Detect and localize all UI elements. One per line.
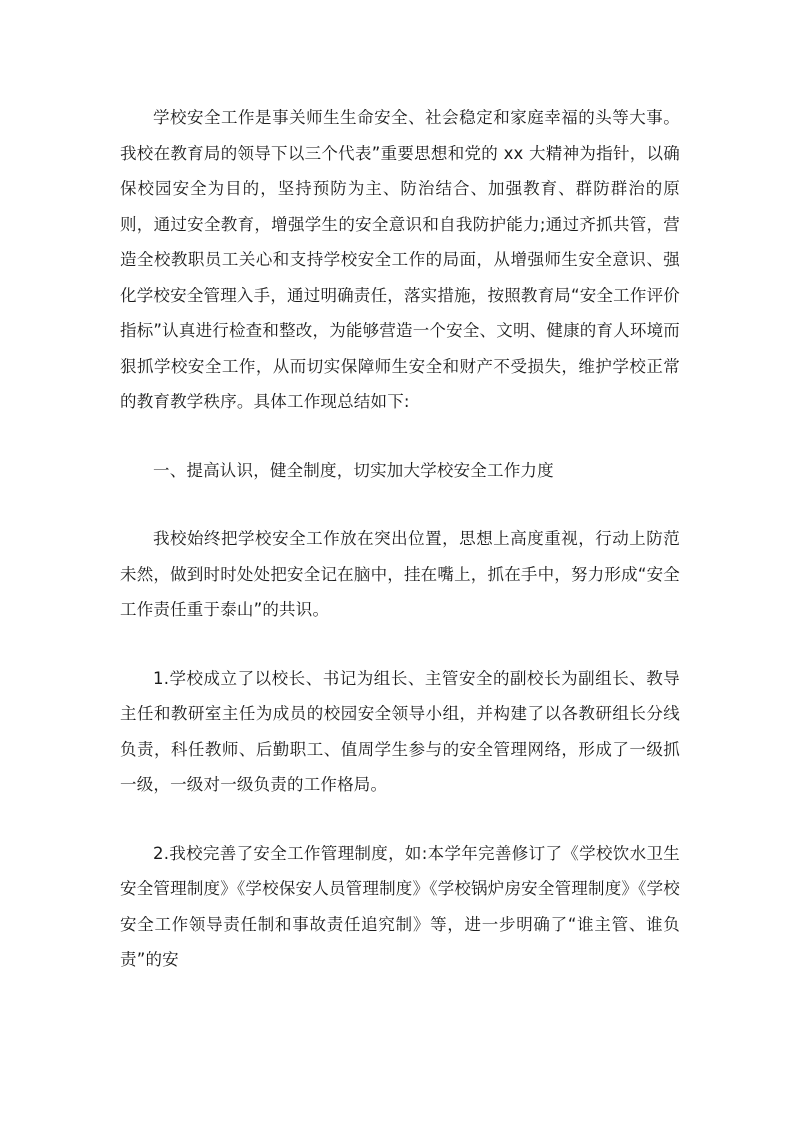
document-body — [120, 100, 680, 978]
paragraph-spacer — [120, 420, 680, 453]
paragraph-spacer — [120, 488, 680, 521]
paragraph-spacer — [120, 628, 680, 661]
list-item-1: 1.学校成立了以校长、书记为组长、主管安全的副校长为副组长、教导主任和教研室主任为成员的校园安全领导小组，并构建了以各教研组长分线负责，科任教师、后勤职工、值周学生参与的安全管理网络，形成了一级抓一级，一级对一级负责的工作格局。 — [120, 668, 680, 794]
section-heading: 一、提高认识，健全制度，切实加大学校安全工作力度 — [153, 460, 554, 480]
section-intro-paragraph: 我校始终把学校安全工作放在突出位置，思想上高度重视，行动上防范未然，做到时时处处把安全记在脑中，挂在嘴上，抓在手中，努力形成“安全工作责任重于泰山”的共识。 — [120, 529, 680, 619]
intro-paragraph: 学校安全工作是事关师生生命安全、社会稳定和家庭幸福的头等大事。我校在教育局的领导下以三个代表”重要思想和党的 xx 大精神为指针，以确保校园安全为目的，坚持预防为主、防治结合、加强教育、群防群治的原则，通过安全教育，增强学生的安全意识和自我防护能力;通过齐抓共管，营造全校教职员工关心和支持学校安全工作的局面，从增强师生安全意识、强化学校安全管理入手，通过明确责任，落实措施，按照教育局“安全工作评价指标”认真进行检查和整改，为能够营造一个安全、文明、健康的育人环境而狠抓学校安全工作，从而切实保障师生安全和财产不受损失，维护学校正常的教育教学秩序。具体工作现总结如下: — [120, 108, 680, 411]
paragraph-spacer — [120, 803, 680, 836]
list-item-2: 2.我校完善了安全工作管理制度，如:本学年完善修订了《学校饮水卫生安全管理制度》《学校保安人员管理制度》《学校锅炉房安全管理制度》《学校安全工作领导责任制和事故责任追究制》等，进一步明确了“谁主管、谁负责”的安 — [120, 843, 680, 969]
